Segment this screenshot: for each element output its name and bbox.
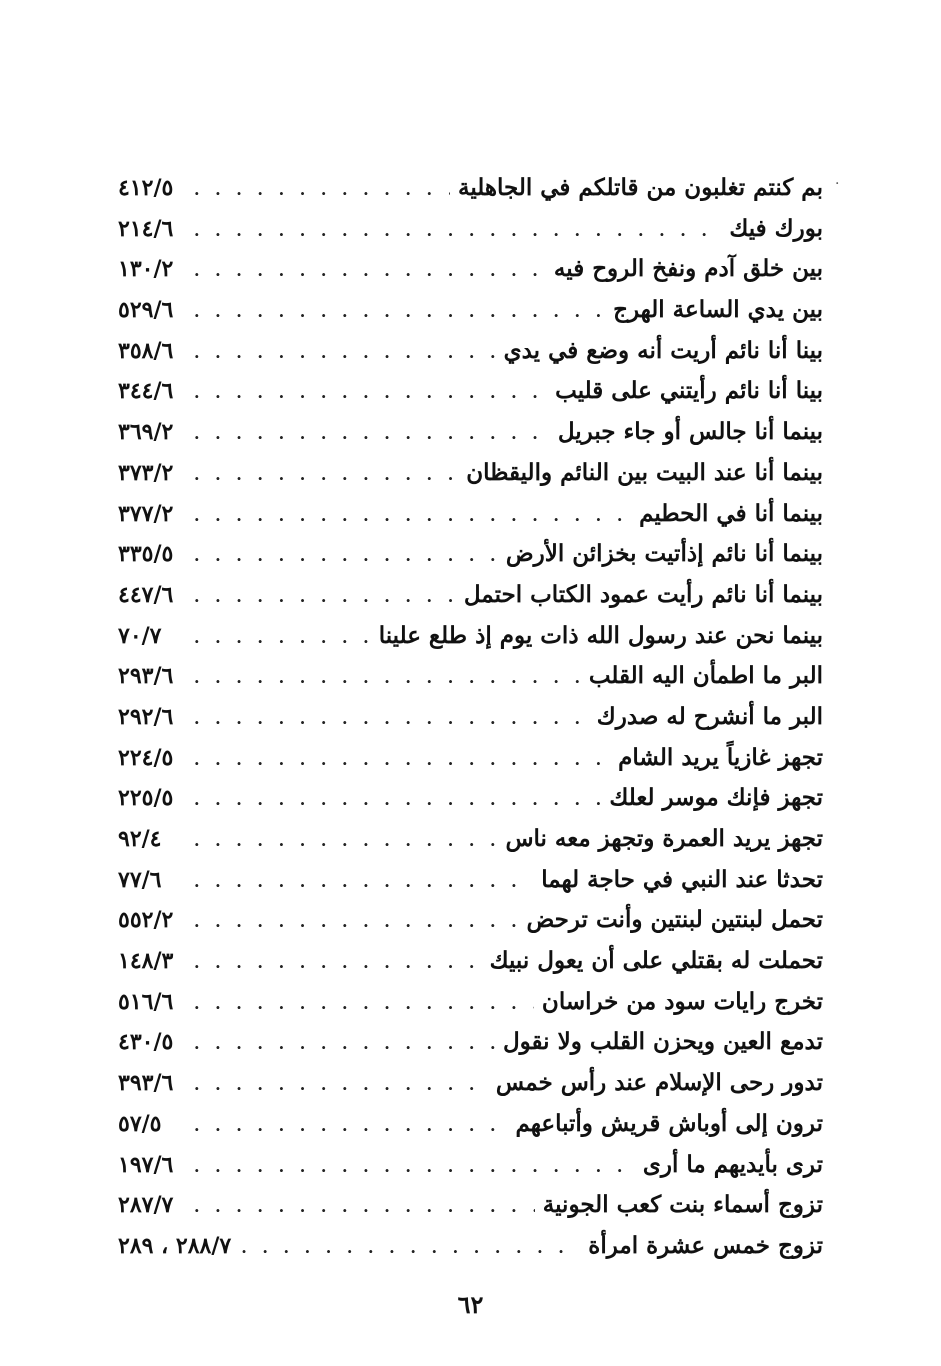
index-entry (118, 209, 823, 250)
index-entry (118, 819, 823, 860)
entry-reference: ٣٦٩/٢ (118, 419, 174, 446)
dot-leader (194, 1065, 488, 1106)
entry-reference: ٤٣٠/٥ (118, 1029, 174, 1056)
index-entry (118, 616, 823, 657)
index-entry (118, 738, 823, 779)
index-entry (118, 412, 823, 453)
entry-reference: ٣٩٣/٦ (118, 1070, 174, 1097)
dot-leader (194, 658, 581, 699)
dot-leader (194, 740, 610, 781)
entry-reference: ٢٢٥/٥ (118, 785, 174, 812)
index-entry (118, 290, 823, 331)
entry-reference: ٢١٤/٦ (118, 215, 174, 242)
entry-text: بينما أنا جالس أو جاء جبريل (557, 418, 823, 446)
entry-text: تدمع العين ويحزن القلب ولا نقول (502, 1028, 823, 1056)
entry-reference: ٣٧٣/٢ (118, 459, 174, 486)
dot-leader (194, 455, 458, 496)
dot-leader (194, 292, 605, 333)
dot-leader (194, 577, 456, 618)
dot-leader (194, 1024, 495, 1065)
entry-reference: ١٤٨/٣ (118, 948, 174, 975)
dot-leader (194, 373, 547, 414)
entry-reference: ٢٢٤/٥ (118, 744, 174, 771)
dot-leader (194, 496, 631, 537)
dot-leader (194, 333, 496, 374)
entry-reference: ٤١٢/٥ (118, 175, 174, 201)
entry-text: تزوج خمس عشرة امرأة (588, 1231, 823, 1259)
margin-mark: · (835, 176, 840, 192)
entry-text: بينا أنا نائم رأيتني على قليب (555, 377, 823, 405)
index-entry (118, 982, 823, 1023)
index-entry (118, 656, 823, 697)
index-entry (118, 697, 823, 738)
index-entry (118, 941, 823, 982)
dot-leader (241, 1228, 580, 1269)
dot-leader (194, 780, 601, 821)
entry-text: تدور رحى الإسلام عند رأس خمس (495, 1069, 823, 1097)
entry-text: بم كنتم تغلبون من قاتلكم في الجاهلية (457, 174, 823, 201)
index-entry (118, 1226, 823, 1267)
entry-text: بين خلق آدم ونفخ الروح فيه (553, 255, 823, 283)
entry-reference: ٤٤٧/٦ (118, 581, 174, 608)
entry-text: تحملت له بقتلي على أن يعول نبيك (489, 947, 823, 975)
entry-reference: ٣٣٥/٥ (118, 541, 174, 568)
entry-text: بينما أنا في الحطيم (639, 499, 823, 527)
index-entry (118, 453, 823, 494)
entry-reference: ٥١٦/٦ (118, 988, 174, 1015)
dot-leader (194, 618, 371, 659)
index-entry (118, 494, 823, 535)
dot-leader (194, 821, 497, 862)
dot-leader (194, 699, 589, 740)
entry-reference: ٥٢٩/٦ (118, 297, 174, 324)
entry-reference: ٧٧/٦ (118, 866, 162, 893)
entry-reference: ٥٧/٥ (118, 1110, 162, 1137)
index-entry (118, 1104, 823, 1145)
entry-text: بينما أنا نائم إذأتيت بخزائن الأرض (505, 540, 823, 568)
index-entry (118, 331, 823, 372)
entry-text: تجهز غازياً يريد الشام (618, 743, 823, 771)
dot-leader (194, 251, 546, 292)
entry-text: تجهز فإنك موسر لعلك (609, 784, 823, 812)
dot-leader (194, 902, 518, 943)
entry-text: بينما نحن عند رسول الله ذات يوم إذ طلع علينا (378, 621, 823, 649)
dot-leader (194, 170, 450, 211)
entry-reference: ٩٢/٤ (118, 826, 162, 852)
entry-reference: ١٩٧/٦ (118, 1151, 174, 1178)
index-entry (118, 900, 823, 941)
entry-reference: ٧٠/٧ (118, 622, 162, 649)
entry-text: تحمل لبنتين لبنتين وأنت ترحض (526, 906, 823, 934)
entry-reference: ٣٧٧/٢ (118, 500, 174, 527)
entry-reference: ٣٥٨/٦ (118, 337, 174, 364)
entry-text: بورك فيك (729, 214, 823, 242)
entry-text: بين يدي الساعة الهرج (613, 296, 823, 324)
entry-text: تخرج رايات سود من خراسان (541, 987, 823, 1015)
dot-leader (194, 943, 482, 984)
index-entry (118, 860, 823, 901)
index-entry (118, 249, 823, 290)
dot-leader (194, 862, 533, 903)
entry-text: البر ما اطمأن اليه القلب (588, 662, 823, 690)
entry-text: البر ما أنشرح له صدرك (596, 702, 823, 730)
index-entry (118, 778, 823, 819)
index-entry (118, 1145, 823, 1186)
entry-reference: ٢٨٨/٧ ، ٢٨٩ (118, 1232, 232, 1259)
index-entry (118, 1063, 823, 1104)
entry-text: ترى بأيديهم ما أرى (642, 1150, 823, 1178)
dot-leader (194, 1147, 635, 1188)
entry-text: تحدثا عند النبي في حاجة لهما (541, 865, 823, 893)
entry-reference: ٣٤٤/٦ (118, 378, 174, 405)
dot-leader (194, 984, 534, 1025)
dot-leader (194, 1106, 507, 1147)
entry-text: ترون إلى أوباش قريش وأتباعهم (515, 1109, 823, 1137)
dot-leader (194, 414, 550, 455)
entry-text: تزوج أسماء بنت كعب الجونية (542, 1191, 823, 1219)
index-entry (118, 575, 823, 616)
dot-leader (194, 211, 721, 252)
page-number: ٦٢ (457, 1290, 484, 1319)
entry-reference: ٢٨٧/٧ (118, 1192, 174, 1219)
index-entry (118, 534, 823, 575)
index-entry (118, 168, 823, 209)
dot-leader (194, 536, 498, 577)
dot-leader (194, 1187, 535, 1228)
entry-text: تجهز يريد العمرة وتجهز معه ناس (505, 825, 823, 852)
entry-text: بينا أنا نائم أريت أنه وضع في يدي (503, 336, 823, 364)
entry-reference: ٥٥٢/٢ (118, 907, 174, 934)
index-entry (118, 1022, 823, 1063)
index-entries-list (118, 168, 823, 1267)
entry-text: بينما أنا نائم رأيت عمود الكتاب احتمل (463, 580, 823, 608)
entry-reference: ٢٩٢/٦ (118, 703, 174, 730)
entry-reference: ١٣٠/٢ (118, 256, 174, 283)
entry-reference: ٢٩٣/٦ (118, 663, 174, 690)
index-entry (118, 371, 823, 412)
entry-text: بينما أنا عند البيت بين النائم واليقظان (466, 458, 823, 486)
index-entry (118, 1185, 823, 1226)
